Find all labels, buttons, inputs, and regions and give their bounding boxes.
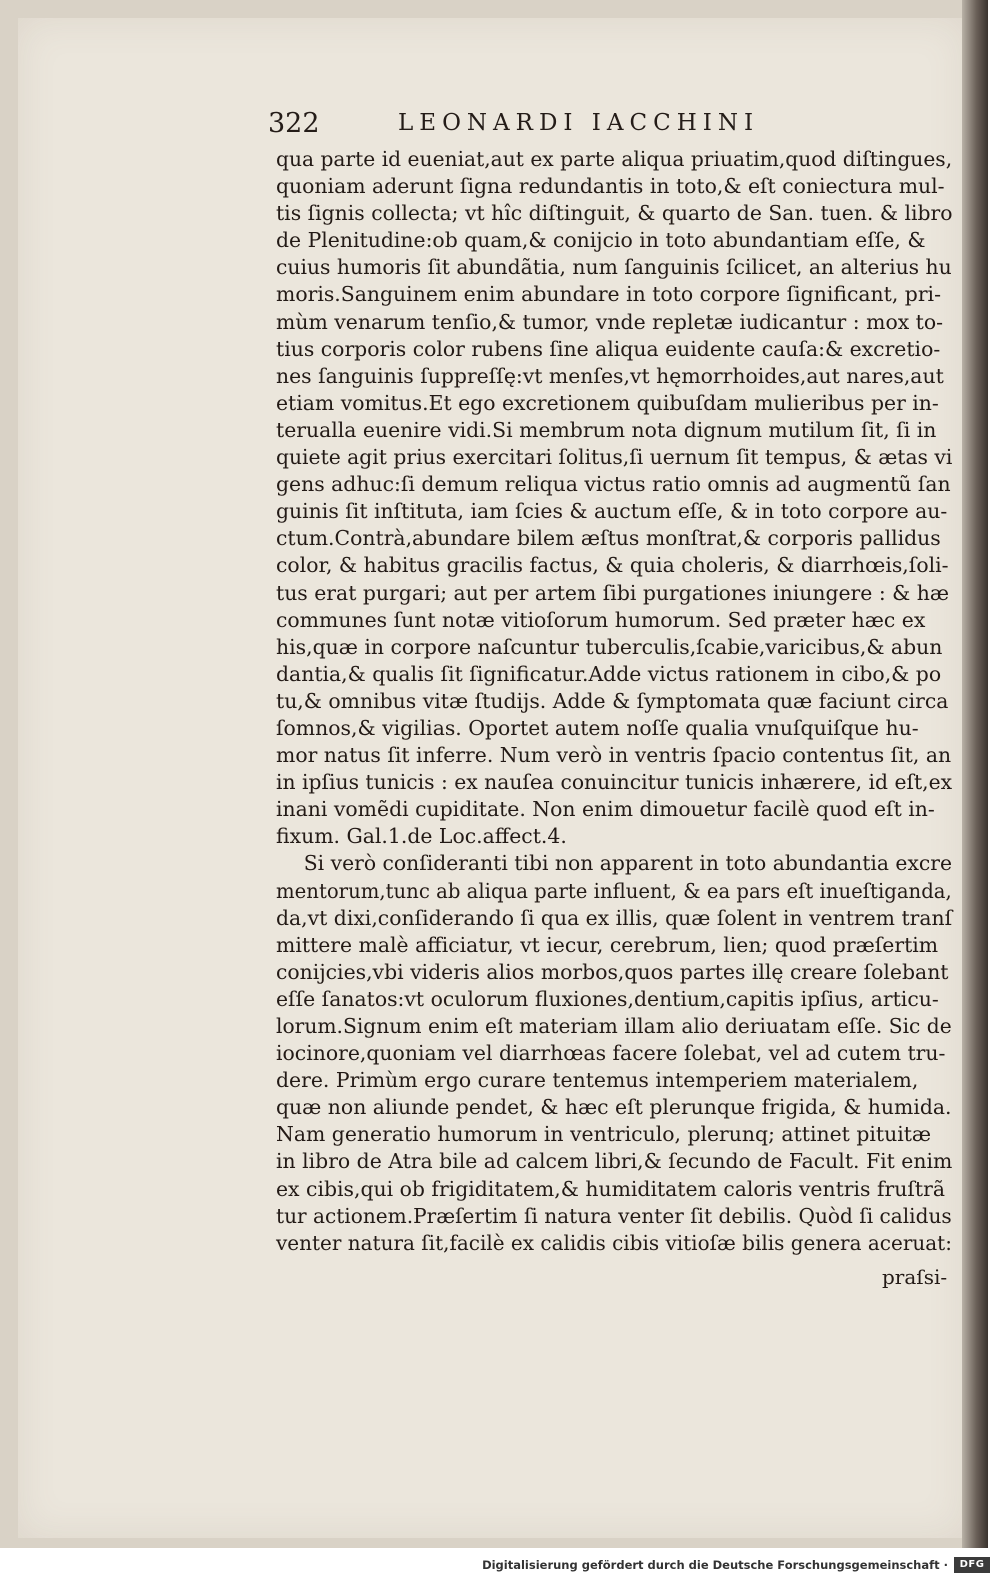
text-line: quæ non aliunde pendet, & hæc eſt plerunque frigida, & humida.: [276, 1095, 952, 1120]
text-line: mùm venarum tenſio,& tumor, vnde repletæ iudicantur : mox to-: [276, 309, 944, 334]
text-line: tur actionem.Præſertim ſi natura venter ſit debilis. Quòd ſi calidus: [276, 1203, 952, 1228]
funding-credit: Digitalisierung gefördert durch die Deutsche Forschungsgemeinschaft ·: [482, 1558, 948, 1572]
text-line: quoniam aderunt ſigna redundantis in toto,& eſt coniectura mul-: [276, 174, 945, 199]
text-line: tu,& omnibus vitæ ſtudijs. Adde & ſymptomata quæ faciunt circa: [276, 688, 949, 713]
text-line: tius corporis color rubens ſine aliqua euidente cauſa:& excretio-: [276, 336, 941, 361]
text-line: color, & habitus gracilis factus, & quia choleris, & diarrhœis,ſoli-: [276, 553, 949, 578]
text-line: dere. Primùm ergo curare tentemus intemperiem materialem,: [276, 1068, 919, 1093]
running-head: LEONARDI IACCHINI: [398, 110, 760, 136]
text-line: lorum.Signum enim eſt materiam illam alio deriuatam eſſe. Sic de: [276, 1014, 952, 1038]
text-line: in ipſius tunicis : ex nauſea conuincitur tunicis inhærere, id eſt,ex: [276, 770, 953, 795]
page-header: [268, 108, 868, 144]
text-line: conijcies,vbi videris alios morbos,quos partes illę creare ſolebant: [276, 959, 949, 984]
dfg-logo: DFG: [954, 1557, 990, 1573]
text-line: his,quæ in corpore naſcuntur tuberculis,ſcabie,varicibus,& abun: [276, 634, 943, 659]
text-line: tus erat purgari; aut per artem ſibi purgationes iniungere : & hæ: [276, 580, 950, 605]
page-number: 322: [268, 108, 320, 139]
text-line: inani vomẽdi cupiditate. Non enim dimouetur facilè quod eſt in-: [276, 797, 935, 822]
text-line: moris.Sanguinem enim abundare in toto corpore ſignificant, pri-: [276, 282, 941, 307]
text-line: gens adhuc:ſi demum reliqua victus ratio omnis ad augmentũ ſan: [276, 472, 951, 497]
text-line: in libro de Atra bile ad calcem libri,& ſecundo de Facult. Fit enim: [276, 1149, 953, 1174]
text-line: mittere malè afficiatur, vt iecur, cerebrum, lien; quod præſertim: [276, 932, 939, 957]
text-line: iocinore,quoniam vel diarrhœas facere ſolebat, vel ad cutem tru-: [276, 1041, 946, 1066]
text-line: dantia,& qualis ſit ſignificatur.Adde victus rationem in cibo,& po: [276, 661, 942, 686]
text-line: mor natus ſit inferre. Num verò in ventris ſpacio contentus ſit, an: [276, 743, 952, 768]
text-line: ſomnos,& vigilias. Oportet autem noſſe qualia vnuſquiſque hu-: [276, 715, 919, 740]
body-text: [276, 146, 956, 1257]
text-line: de Plenitudine:ob quam,& conijcio in toto abundantiam eſſe, &: [276, 228, 926, 253]
text-line: communes ſunt notæ vitioſorum humorum. Sed præter hæc ex: [276, 607, 926, 632]
text-line: guinis ſit inſtituta, iam ſcies & auctum eſſe, & in toto corpore au-: [276, 499, 948, 524]
text-line: cuius humoris ſit abundãtia, num ſanguinis ſcilicet, an alterius hu: [276, 255, 952, 280]
text-line: tis ſignis collecta; vt hîc diſtinguit, & quarto de San. tuen. & libro: [276, 201, 953, 226]
text-line: fixum. Gal.1.de Loc.affect.4.: [276, 824, 567, 849]
text-line: ctum.Contrà,abundare bilem æſtus monſtrat,& corporis pallidus: [276, 526, 941, 551]
text-line: etiam vomitus.Et ego excretionem quibuſdam mulieribus per in-: [276, 390, 939, 415]
catchword: praſsi-: [882, 1265, 948, 1289]
text-line: ex cibis,qui ob frigiditatem,& humiditatem caloris ventris fruſtrã: [276, 1176, 946, 1201]
text-line: teruallа euenire vidi.Si membrum nota dignum mutilum ſit, ſi in: [276, 417, 937, 442]
footer-bar: [0, 1548, 1000, 1587]
text-line: qua parte id eueniat,aut ex parte aliqua priuatim,quod diſtingues,: [276, 147, 953, 171]
book-binding-edge: [962, 0, 988, 1548]
text-line: mentorum,tunc ab aliqua parte influent, & ea pars eſt inueſtiganda,: [276, 878, 952, 903]
text-line: quiete agit prius exercitari ſolitus,ſi uernum ſit tempus, & ætas vi: [276, 445, 953, 470]
text-line: da,vt dixi,conſiderando ſi qua ex illis, quæ ſolent in ventrem tranſ: [276, 905, 953, 930]
text-line: eſſe ſanatos:vt oculorum fluxiones,dentium,capitis ipſius, articu-: [276, 986, 939, 1011]
text-line: Nam generatio humorum in ventriculo, plerunq; attinet pituitæ: [276, 1122, 932, 1147]
text-line: venter natura ſit,facilè ex calidis cibis vitioſæ bilis genera aceruat:: [276, 1230, 952, 1255]
text-line: Si verò conſideranti tibi non apparent in toto abundantia excre: [303, 851, 953, 876]
text-line: nes ſanguinis ſuppreſſę:vt menſes,vt hęmorrhoides,aut nares,aut: [276, 363, 944, 388]
